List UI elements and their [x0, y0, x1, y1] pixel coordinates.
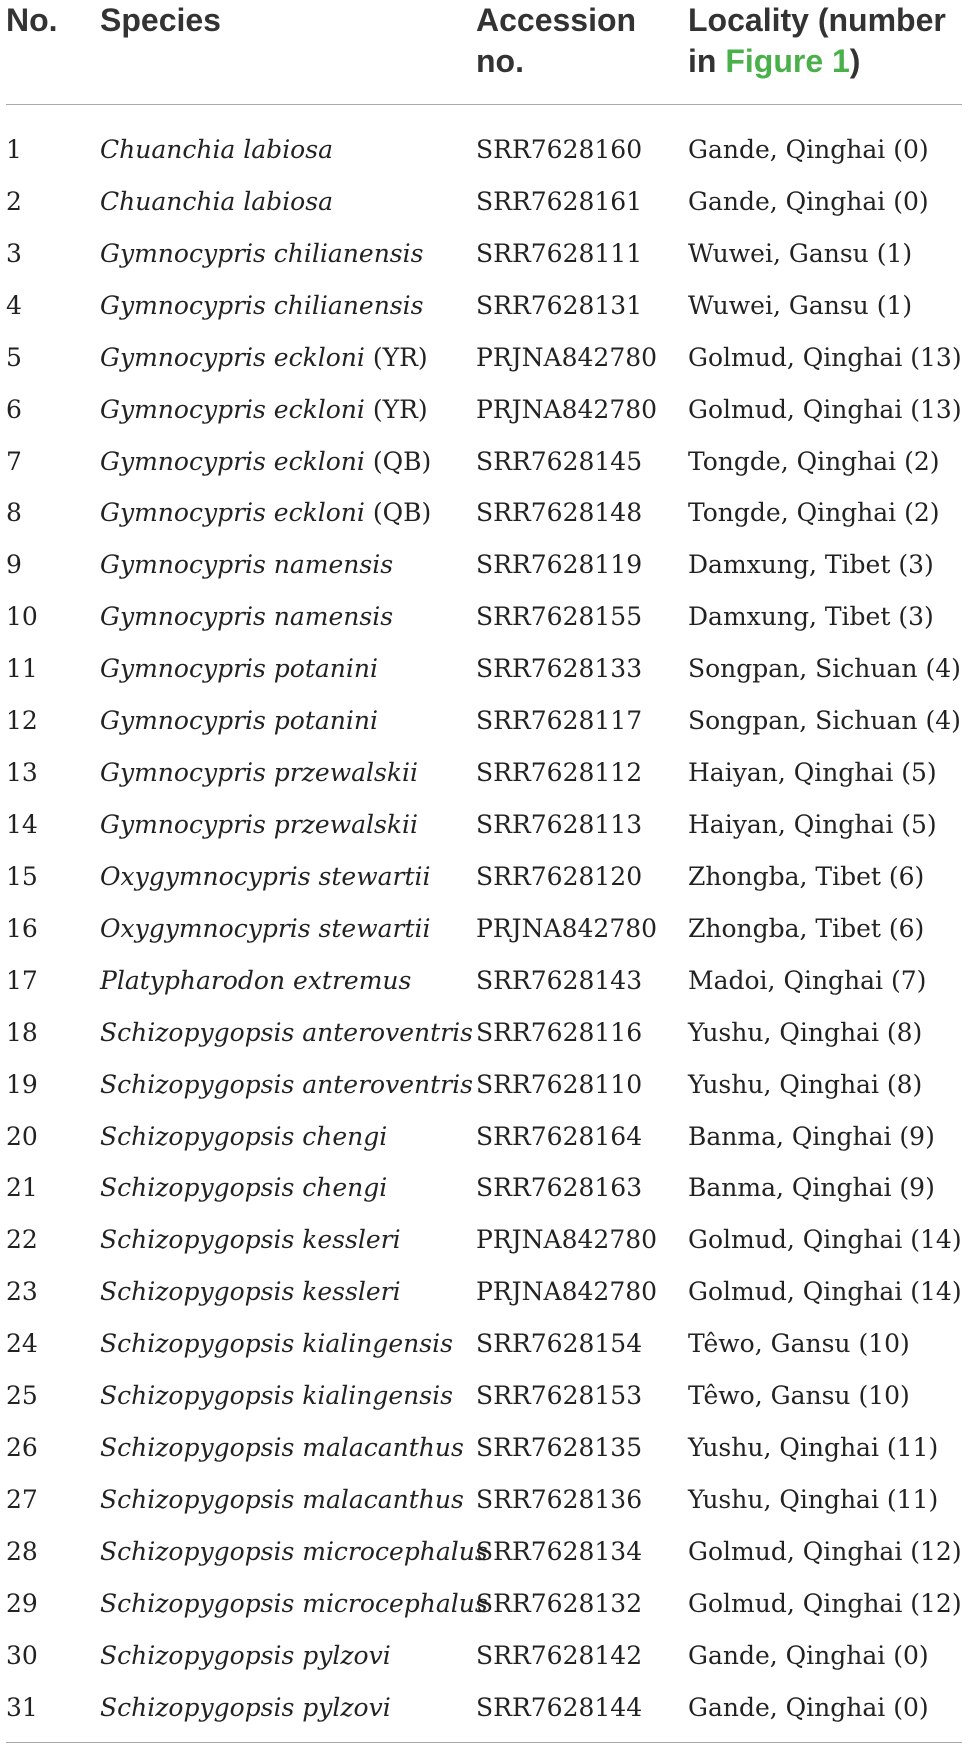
table-row — [0, 384, 968, 436]
row-locality: Golmud, Qinghai (14) — [688, 1225, 962, 1255]
table-body — [0, 124, 968, 1734]
row-species — [100, 1111, 387, 1163]
row-species — [100, 332, 428, 384]
row-number: 5 — [6, 342, 22, 372]
row-number: 30 — [6, 1640, 38, 1670]
table-row — [0, 228, 968, 280]
table-row — [0, 643, 968, 695]
row-accession: SRR7628145 — [476, 446, 643, 476]
row-species — [100, 1370, 453, 1422]
row-accession: SRR7628111 — [476, 238, 643, 268]
table-row — [0, 539, 968, 591]
species-name: Schizopygopsis chengi — [100, 1173, 388, 1203]
row-species — [100, 228, 423, 280]
row-locality: Gande, Qinghai (0) — [688, 1640, 929, 1670]
row-accession: SRR7628112 — [476, 758, 643, 788]
row-accession: SRR7628148 — [476, 498, 643, 528]
row-accession: PRJNA842780 — [476, 394, 658, 424]
species-name: Schizopygopsis pylzovi — [100, 1640, 391, 1670]
row-accession: SRR7628119 — [476, 550, 643, 580]
species-name: Gymnocypris chilianensis — [100, 290, 424, 320]
table-row — [0, 903, 968, 955]
species-name: Gymnocypris eckloni — [100, 342, 365, 372]
row-accession: SRR7628142 — [476, 1640, 643, 1670]
row-accession: SRR7628133 — [476, 654, 643, 684]
table-row — [0, 487, 968, 539]
row-species — [100, 1266, 401, 1318]
row-species — [100, 903, 431, 955]
header-locality-line2 — [688, 41, 946, 82]
species-name: Platypharodon extremus — [100, 965, 412, 995]
row-number: 13 — [6, 758, 38, 788]
row-locality: Tongde, Qinghai (2) — [688, 446, 940, 476]
row-number: 23 — [6, 1277, 38, 1307]
species-name: Schizopygopsis microcephalus — [100, 1536, 488, 1566]
row-number: 15 — [6, 861, 38, 891]
row-locality: Yushu, Qinghai (11) — [688, 1433, 939, 1463]
species-name: Gymnocypris potanini — [100, 706, 379, 736]
species-name: Chuanchia labiosa — [100, 135, 333, 164]
row-locality: Golmud, Qinghai (12) — [688, 1536, 962, 1566]
row-species — [100, 695, 378, 747]
table-row — [0, 1578, 968, 1630]
species-name: Chuanchia labiosa — [100, 186, 333, 216]
row-species — [100, 280, 423, 332]
row-accession: SRR7628163 — [476, 1173, 643, 1203]
row-number: 19 — [6, 1069, 38, 1099]
row-species — [100, 1162, 387, 1214]
species-name: Schizopygopsis malacanthus — [100, 1484, 464, 1514]
row-number: 8 — [6, 498, 22, 528]
row-species — [100, 1578, 488, 1630]
row-accession: SRR7628134 — [476, 1536, 643, 1566]
row-number: 1 — [6, 135, 22, 164]
table-row — [0, 1630, 968, 1682]
row-species — [100, 851, 431, 903]
row-locality: Têwo, Gansu (10) — [688, 1329, 910, 1359]
row-accession: SRR7628132 — [476, 1588, 643, 1618]
row-number: 22 — [6, 1225, 38, 1255]
header-no: No. — [6, 2, 58, 38]
table-row — [0, 1059, 968, 1111]
species-population: (QB) — [364, 446, 432, 476]
table-row — [0, 695, 968, 747]
table-row — [0, 591, 968, 643]
row-number: 24 — [6, 1329, 38, 1359]
row-accession: SRR7628155 — [476, 602, 643, 632]
row-accession: SRR7628135 — [476, 1433, 643, 1463]
row-locality: Haiyan, Qinghai (5) — [688, 809, 937, 839]
row-accession: SRR7628164 — [476, 1121, 643, 1151]
species-name: Gymnocypris przewalskii — [100, 809, 418, 839]
table-row — [0, 1682, 968, 1734]
species-name: Oxygymnocypris stewartii — [100, 913, 431, 943]
row-species — [100, 384, 428, 436]
row-locality: Yushu, Qinghai (11) — [688, 1484, 939, 1514]
row-number: 17 — [6, 965, 38, 995]
row-number: 3 — [6, 238, 22, 268]
row-species — [100, 1007, 473, 1059]
species-name: Gymnocypris przewalskii — [100, 758, 418, 788]
row-species — [100, 539, 393, 591]
row-species — [100, 799, 418, 851]
row-locality: Têwo, Gansu (10) — [688, 1381, 910, 1411]
table-row — [0, 1526, 968, 1578]
row-species — [100, 955, 411, 1007]
species-name: Schizopygopsis malacanthus — [100, 1433, 464, 1463]
row-number: 2 — [6, 186, 22, 216]
species-name: Schizopygopsis kialingensis — [100, 1329, 453, 1359]
row-number: 26 — [6, 1433, 38, 1463]
row-species — [100, 1422, 464, 1474]
row-accession: SRR7628110 — [476, 1069, 643, 1099]
table-row — [0, 124, 968, 176]
row-locality: Wuwei, Gansu (1) — [688, 290, 913, 320]
header-locality-line1: Locality (number — [688, 2, 946, 38]
row-locality: Wuwei, Gansu (1) — [688, 238, 913, 268]
row-locality: Songpan, Sichuan (4) — [688, 706, 961, 736]
table-row — [0, 1474, 968, 1526]
row-number: 6 — [6, 394, 22, 424]
row-locality: Golmud, Qinghai (13) — [688, 342, 962, 372]
header-accession-line1: Accession — [476, 2, 637, 38]
row-number: 16 — [6, 913, 38, 943]
row-accession: SRR7628153 — [476, 1381, 643, 1411]
table-row — [0, 1422, 968, 1474]
row-species — [100, 1630, 391, 1682]
species-population: (YR) — [364, 394, 428, 424]
row-accession: SRR7628113 — [476, 809, 643, 839]
row-locality: Golmud, Qinghai (14) — [688, 1277, 962, 1307]
row-accession: PRJNA842780 — [476, 342, 658, 372]
species-name: Gymnocypris namensis — [100, 550, 394, 580]
row-species — [100, 436, 431, 488]
figure-1-link[interactable]: Figure 1 — [725, 43, 850, 79]
row-locality: Banma, Qinghai (9) — [688, 1173, 935, 1203]
row-number: 20 — [6, 1121, 38, 1151]
table-header — [0, 0, 968, 105]
species-name: Gymnocypris eckloni — [100, 446, 365, 476]
species-name: Schizopygopsis anteroventris — [100, 1069, 473, 1099]
species-name: Schizopygopsis kessleri — [100, 1225, 401, 1255]
row-number: 27 — [6, 1484, 38, 1514]
species-name: Gymnocypris potanini — [100, 654, 379, 684]
species-population: (YR) — [364, 342, 428, 372]
row-species — [100, 124, 333, 176]
row-number: 18 — [6, 1017, 38, 1047]
row-number: 11 — [6, 654, 38, 684]
row-species — [100, 1526, 488, 1578]
row-locality: Gande, Qinghai (0) — [688, 186, 929, 216]
row-accession: SRR7628120 — [476, 861, 643, 891]
table-row — [0, 955, 968, 1007]
row-locality: Golmud, Qinghai (13) — [688, 394, 962, 424]
row-accession: SRR7628154 — [476, 1329, 643, 1359]
species-population: (QB) — [364, 498, 432, 528]
row-accession: SRR7628161 — [476, 186, 643, 216]
table-row — [0, 436, 968, 488]
table-row — [0, 332, 968, 384]
row-locality: Zhongba, Tibet (6) — [688, 861, 925, 891]
row-number: 25 — [6, 1381, 38, 1411]
species-name: Gymnocypris chilianensis — [100, 238, 424, 268]
row-locality: Haiyan, Qinghai (5) — [688, 758, 937, 788]
row-locality: Gande, Qinghai (0) — [688, 1692, 929, 1722]
species-name: Schizopygopsis anteroventris — [100, 1017, 473, 1047]
row-locality: Yushu, Qinghai (8) — [688, 1069, 923, 1099]
row-species — [100, 1059, 473, 1111]
row-species — [100, 747, 418, 799]
row-number: 9 — [6, 550, 22, 580]
header-locality — [688, 0, 946, 82]
row-number: 14 — [6, 809, 38, 839]
row-accession: SRR7628144 — [476, 1692, 643, 1722]
row-locality: Zhongba, Tibet (6) — [688, 913, 925, 943]
species-name: Schizopygopsis pylzovi — [100, 1692, 391, 1722]
row-locality: Damxung, Tibet (3) — [688, 550, 934, 580]
row-accession: SRR7628131 — [476, 290, 643, 320]
table-row — [0, 1266, 968, 1318]
header-locality-prefix: in — [688, 43, 726, 79]
table-row — [0, 851, 968, 903]
header-divider — [6, 104, 962, 105]
species-name: Gymnocypris eckloni — [100, 498, 365, 528]
row-species — [100, 487, 431, 539]
species-name: Gymnocypris namensis — [100, 602, 394, 632]
row-number: 21 — [6, 1173, 38, 1203]
row-accession: PRJNA842780 — [476, 1277, 658, 1307]
table-row — [0, 280, 968, 332]
row-number: 28 — [6, 1536, 38, 1566]
table-row — [0, 1007, 968, 1059]
row-species — [100, 1214, 401, 1266]
header-accession-line2: no. — [476, 43, 524, 79]
row-locality: Damxung, Tibet (3) — [688, 602, 934, 632]
row-species — [100, 1682, 391, 1734]
row-locality: Banma, Qinghai (9) — [688, 1121, 935, 1151]
row-locality: Gande, Qinghai (0) — [688, 135, 929, 164]
row-accession: SRR7628136 — [476, 1484, 643, 1514]
row-locality: Madoi, Qinghai (7) — [688, 965, 927, 995]
row-accession: PRJNA842780 — [476, 1225, 658, 1255]
row-species — [100, 591, 393, 643]
table-row — [0, 1111, 968, 1163]
row-number: 7 — [6, 446, 22, 476]
row-number: 10 — [6, 602, 38, 632]
row-accession: SRR7628160 — [476, 135, 643, 164]
row-species — [100, 176, 333, 228]
species-name: Gymnocypris eckloni — [100, 394, 365, 424]
header-species: Species — [100, 2, 221, 38]
table-row — [0, 176, 968, 228]
row-number: 29 — [6, 1588, 38, 1618]
species-name: Schizopygopsis kessleri — [100, 1277, 401, 1307]
table-row — [0, 1370, 968, 1422]
row-accession: SRR7628116 — [476, 1017, 643, 1047]
row-locality: Yushu, Qinghai (8) — [688, 1017, 923, 1047]
species-name: Schizopygopsis microcephalus — [100, 1588, 488, 1618]
header-locality-suffix: ) — [849, 43, 861, 79]
table-row — [0, 1318, 968, 1370]
row-locality: Golmud, Qinghai (12) — [688, 1588, 962, 1618]
row-species — [100, 1474, 464, 1526]
row-locality: Songpan, Sichuan (4) — [688, 654, 961, 684]
table-row — [0, 1162, 968, 1214]
row-accession: PRJNA842780 — [476, 913, 658, 943]
table-row — [0, 1214, 968, 1266]
table-bottom-divider — [6, 1742, 962, 1743]
species-name: Oxygymnocypris stewartii — [100, 861, 431, 891]
row-locality: Tongde, Qinghai (2) — [688, 498, 940, 528]
row-number: 12 — [6, 706, 38, 736]
table-row — [0, 747, 968, 799]
row-accession: SRR7628117 — [476, 706, 643, 736]
row-number: 4 — [6, 290, 22, 320]
species-name: Schizopygopsis chengi — [100, 1121, 388, 1151]
row-species — [100, 643, 378, 695]
header-accession — [476, 0, 636, 82]
row-species — [100, 1318, 453, 1370]
table-row — [0, 799, 968, 851]
species-name: Schizopygopsis kialingensis — [100, 1381, 453, 1411]
row-accession: SRR7628143 — [476, 965, 643, 995]
row-number: 31 — [6, 1692, 38, 1722]
